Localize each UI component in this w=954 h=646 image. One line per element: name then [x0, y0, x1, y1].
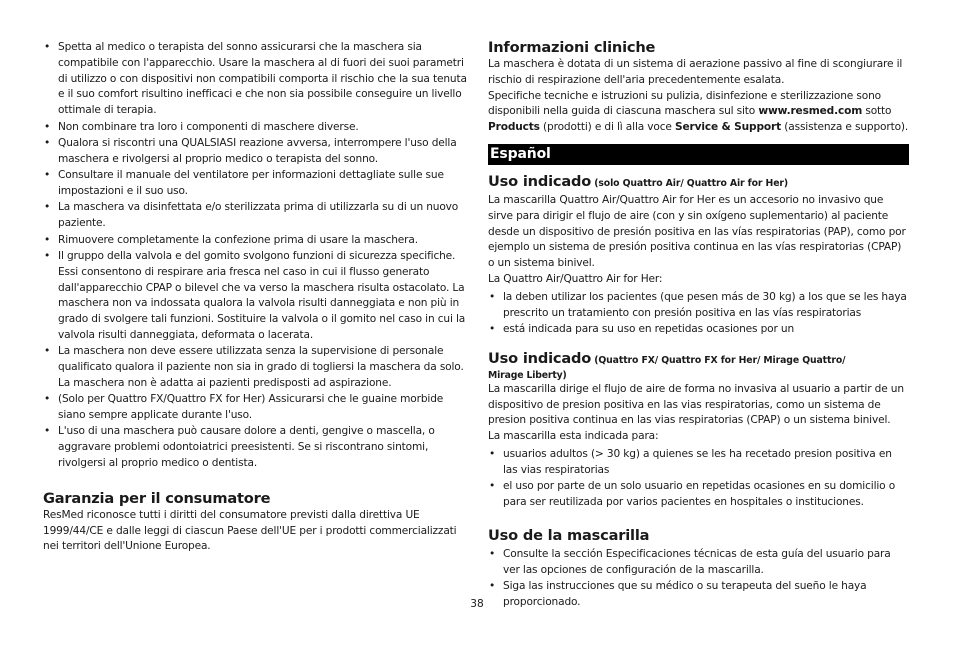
uso-indicado-subtitle-1: (solo Quattro Air/ Quattro Air for Her) — [591, 177, 789, 189]
list-item: • está indicada para su uso en repetidas ocasiones por un — [488, 322, 909, 338]
clinical-text-a: Specifiche tecniche e istruzioni su pulizia, disinfezione e sterilizzazione sono disponibili nella guida di ciascuna maschera sul sito — [488, 89, 881, 118]
list-item: • Qualora si riscontri una QUALSIASI reazione avversa, interrompere l'uso della maschera e rivolgersi al proprio medico o terapista del sonno. — [43, 136, 468, 168]
clinical-text-c: (prodotti) e di lì alla voce — [539, 121, 676, 134]
uso-indicado-fx-section — [488, 350, 909, 511]
resmed-link[interactable]: www.resmed.com — [758, 105, 863, 118]
list-item: • el uso por parte de un solo usuario en repetidas ocasiones en su domicilio o para ser reutilizada por varios pacientes en hospitales o instituciones. — [488, 479, 909, 511]
list-item: • Non combinare tra loro i componenti di maschere diverse. — [43, 120, 468, 136]
uso-indicado-title-2: Uso indicado — [488, 349, 592, 367]
language-bar-espanol: Español — [488, 144, 909, 165]
list-item: • Consulte la sección Especificaciones técnicas de esta guía del usuario para ver las opciones de configuración de la mascarilla. — [488, 547, 909, 579]
uso-indicado-paragraph-3: La mascarilla dirige el flujo de aire de forma no invasiva al usuario a partir de un dispositivo de presion positiva en las vias respiratorias, como un sistema de presion positiva continua en las vias respiratorias (CPAP) o un sistema binivel. — [488, 382, 904, 427]
list-item: • (Solo per Quattro FX/Quattro FX for Her) Assicurarsi che le guaine morbide siano sempre applicate durante l'uso. — [43, 392, 468, 424]
clinical-text-b: sotto — [862, 105, 892, 118]
warnings-list — [43, 40, 468, 472]
warranty-heading: Garanzia per il consumatore — [43, 489, 271, 507]
uso-indicado-heading-2 — [488, 350, 909, 369]
uso-indicado-paragraph-1: La mascarilla Quattro Air/Quattro Air for Her es un accesorio no invasivo que sirve para dirigir el flujo de aire (con y sin oxígeno suplementario) al paciente desde un dispositivo de presión positiva en las vías respiratorias (PAP), como por ejemplo un sistema de presión positiva continua en las vías respiratorias (CPAP) o un sistema binivel. — [488, 193, 906, 270]
list-item: • Rimuovere completamente la confezione prima di usare la maschera. — [43, 233, 468, 249]
uso-indicado-title-1: Uso indicado — [488, 172, 592, 190]
warranty-text: ResMed riconosce tutti i diritti del consumatore previsti dalla direttiva UE 1999/44/CE e dalle leggi di ciascun Paese dell'UE per i prodotti commercializzati nei territori dell'Unione Europea. — [43, 508, 457, 553]
uso-indicado-subtitle-2a: (Quattro FX/ Quattro FX for Her/ Mirage Quattro/ — [591, 354, 846, 366]
list-item: • usuarios adultos (> 30 kg) a quienes se les ha recetado presion positiva en las vias respiratorias — [488, 447, 909, 479]
uso-indicado-air-section — [488, 172, 909, 338]
list-item: • La maschera va disinfettata e/o sterilizzata prima di utilizzarla su di un nuovo paziente. — [43, 200, 468, 232]
warranty-section — [43, 489, 468, 555]
clinical-heading: Informazioni cliniche — [488, 39, 656, 56]
list-item: • Siga las instrucciones que su médico o su terapeuta del sueño le haya proporcionado. — [488, 579, 909, 611]
list-item: • La maschera non deve essere utilizzata senza la supervisione di personale qualificato qualora il paziente non sia in grado di togliersi la maschera da solo. La maschera non è adatta ai pazienti predisposti ad aspirazione. — [43, 344, 468, 391]
list-item: • Consultare il manuale del ventilatore per informazioni dettagliate sulle sue impostazioni e il suo uso. — [43, 168, 468, 200]
uso-mascarilla-heading: Uso de la mascarilla — [488, 526, 650, 544]
products-label: Products — [488, 121, 540, 134]
list-item: • la deben utilizar los pacientes (que pesen más de 30 kg) a los que se les haya prescrito un tratamiento con presión positiva en las vías respiratorias — [488, 290, 909, 322]
page-number: 38 — [470, 598, 484, 610]
list-item: • L'uso di una maschera può causare dolore a denti, gengive o mascella, o aggravare problemi odontoiatrici preesistenti. Se si riscontrano sintomi, rivolgersi al proprio medico o dentista. — [43, 424, 468, 471]
uso-indicado-list-2 — [488, 447, 909, 511]
uso-indicado-paragraph-2: La Quattro Air/Quattro Air for Her: — [488, 272, 663, 285]
list-item: • Il gruppo della valvola e del gomito svolgono funzioni di sicurezza specifiche. Essi consentono di respirare aria fresca nel caso in cui il flusso generato dall'apparecchio CPAP o bilevel che va verso la maschera risulta ostacolato. La maschera non va indossata qualora la valvola risulti danneggiata e non più in grado di svolgere tali funzioni. Sostituire la valvola o il gomito nel caso in cui la valvola risulti danneggiata, deformata o lacerata. — [43, 249, 468, 344]
clinical-section — [488, 38, 909, 136]
uso-indicado-heading-1 — [488, 172, 909, 193]
clinical-paragraph-2 — [488, 89, 909, 136]
right-column — [488, 38, 909, 611]
list-item: • Spetta al medico o terapista del sonno assicurarsi che la maschera sia compatibile con l'apparecchio. Usare la maschera al di fuori dei suoi parametri di utilizzo o con dispositivi non compatibili comporta il rischio che la sua tenuta e il suo comfort risultino inefficaci e che non sia possibile conseguire un livello ottimale di terapia. — [43, 40, 468, 119]
uso-indicado-list-1 — [488, 290, 909, 338]
clinical-paragraph-1: La maschera è dotata di un sistema di aerazione passivo al fine di scongiurare il rischio di respirazione dell'aria precedentemente esalata. — [488, 58, 903, 86]
service-support-label: Service & Support — [675, 121, 782, 134]
left-column — [43, 38, 468, 555]
uso-indicado-subtitle-2b: Mirage Liberty) — [488, 369, 567, 381]
clinical-text-d: (assistenza e supporto). — [781, 121, 909, 134]
uso-indicado-paragraph-4: La mascarilla esta indicada para: — [488, 430, 659, 443]
